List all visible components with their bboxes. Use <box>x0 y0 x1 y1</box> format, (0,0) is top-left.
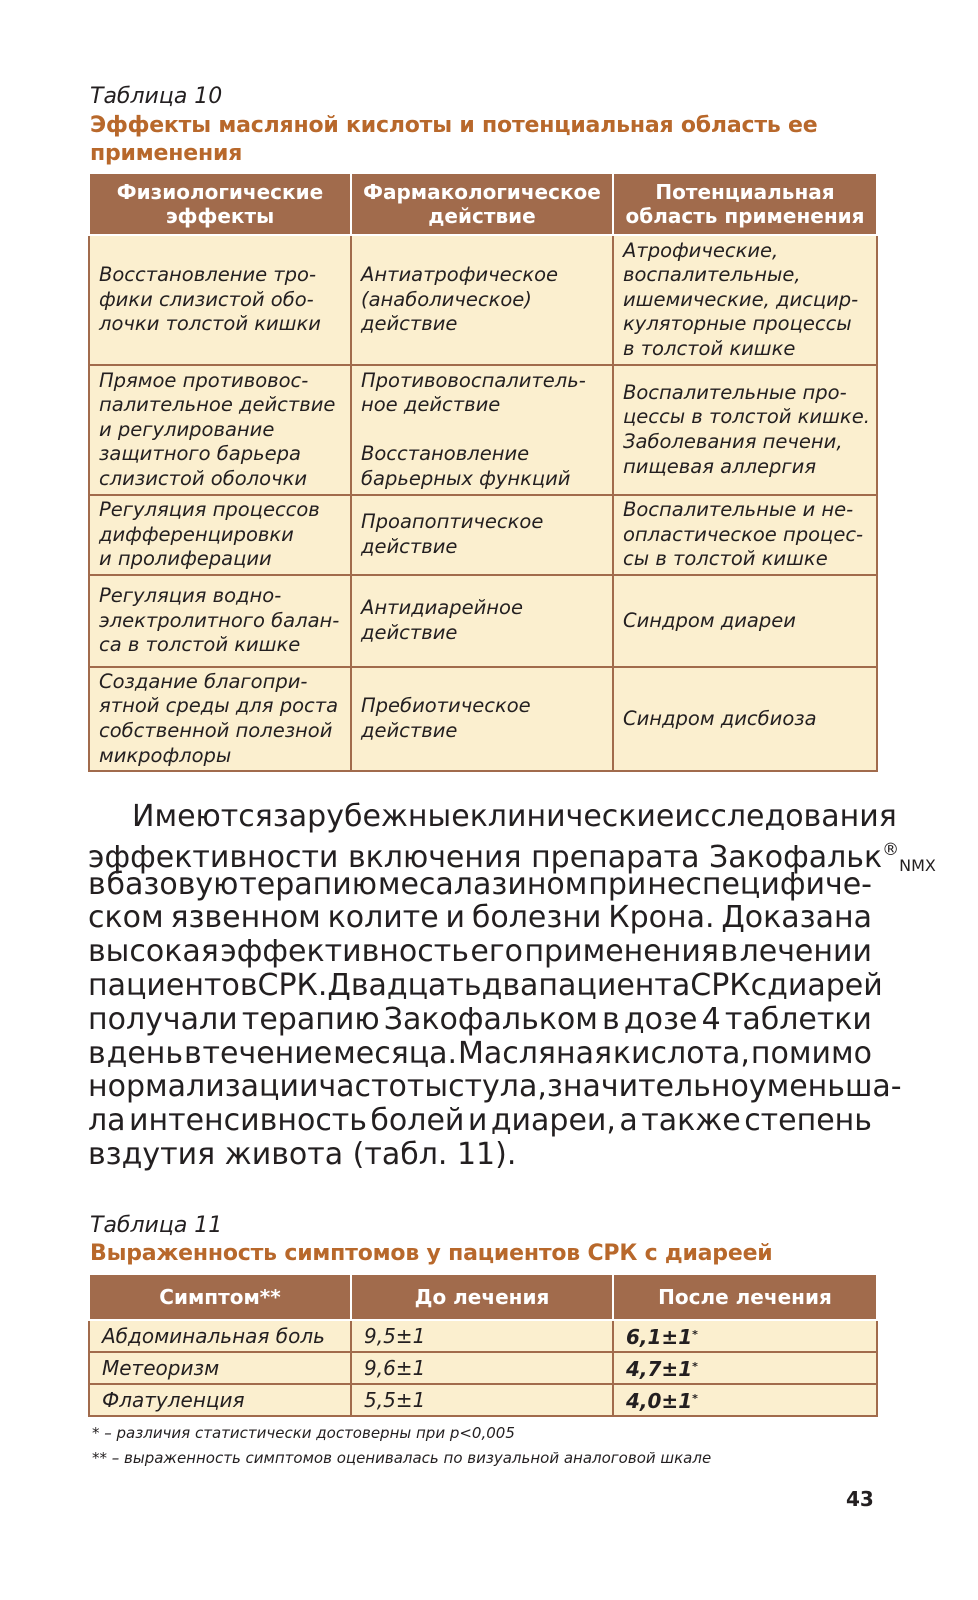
cell-line: и регулирование <box>99 417 275 441</box>
paragraph-word: зарубежные <box>272 799 470 834</box>
cell-line: микрофлоры <box>99 743 232 767</box>
cell-line: са в толстой кишке <box>99 633 301 657</box>
paragraph-word: месяца. <box>333 1035 458 1071</box>
registered-mark: ® <box>882 839 900 860</box>
paragraph-word: уменьша- <box>748 1069 902 1105</box>
table10-title <box>90 112 818 168</box>
table-row <box>89 495 877 575</box>
cell-line: Создание благопри- <box>99 669 308 693</box>
header-line: Потенциальная <box>655 180 835 204</box>
paragraph-line-text <box>88 834 936 875</box>
table-row <box>89 575 877 667</box>
table10-title-line: применения <box>90 141 243 166</box>
cell-line: действие <box>361 621 458 644</box>
paragraph-word: болезни <box>471 900 602 936</box>
cell-line: Заболевания печени, <box>623 430 843 453</box>
paragraph-word: при <box>588 866 647 902</box>
paragraph-word: СРК. <box>257 967 328 1003</box>
table10-label: Таблица 10 <box>90 84 223 109</box>
cell-line: Проапоптическое <box>361 510 544 534</box>
cell-line: ятной среды для роста <box>99 694 339 718</box>
paragraph-word: значительно <box>546 1069 749 1105</box>
cell-line: Противовоспалитель- <box>361 368 586 392</box>
paragraph-line <box>88 868 872 902</box>
cell-line: и пролиферации <box>99 547 272 571</box>
table-cell <box>351 667 613 771</box>
paragraph-word: частоты <box>318 1069 449 1105</box>
cell-line: ишемические, дисцир- <box>623 287 859 311</box>
paragraph-word: ла <box>88 1103 126 1139</box>
table10-header-cell <box>89 173 351 235</box>
footnote: ** – выраженность симптомов оценивалась по визуальной аналоговой шкале <box>92 1449 712 1467</box>
paragraph-line <box>88 1104 872 1138</box>
cell-line: собственной полезной <box>99 719 333 742</box>
paragraph-word: помимо <box>750 1035 872 1071</box>
footnote: * – различия статистически достоверны при р<0,005 <box>92 1424 515 1442</box>
cell-line: пищевая аллергия <box>623 454 817 478</box>
after-cell <box>613 1352 877 1384</box>
paragraph-word: в <box>602 1001 620 1037</box>
paragraph-word: получали <box>88 1001 238 1037</box>
cell-line: воспалительные, <box>623 263 801 287</box>
cell-line: действие <box>361 719 458 742</box>
paragraph-word: Крона. <box>608 900 715 936</box>
cell-line: в толстой кишке <box>623 336 796 360</box>
cell-line: Воспалительные и не- <box>623 498 854 522</box>
significance-mark: * <box>692 1327 698 1341</box>
paragraph-word: дозе <box>623 1001 698 1037</box>
cell-line: Синдром дисбиоза <box>623 706 817 730</box>
header-line: действие <box>428 204 536 228</box>
paragraph-word: в <box>720 934 739 970</box>
after-cell <box>613 1384 877 1416</box>
after-cell <box>613 1320 877 1352</box>
paragraph-word: ском <box>88 900 164 936</box>
paragraph-word: с <box>750 967 768 1003</box>
header-line: Физиологические <box>116 180 324 204</box>
paragraph-word: лечении <box>739 934 872 970</box>
header-line: эффекты <box>165 204 275 228</box>
significance-mark: * <box>692 1391 698 1405</box>
table10-title-line: Эффекты масляной кислоты и потенциальная область ее <box>90 113 818 138</box>
cell-line: барьерных функций <box>361 466 571 490</box>
table11 <box>88 1273 878 1417</box>
cell-line: лочки толстой кишки <box>99 312 321 336</box>
paragraph-word: также <box>641 1103 741 1139</box>
paragraph-word: два <box>481 967 539 1003</box>
paragraph-word: в <box>183 1035 202 1071</box>
paragraph-word: а <box>619 1103 638 1139</box>
table-row <box>89 1320 877 1352</box>
cell-line: Прямое противовос- <box>99 368 309 392</box>
paragraph-word: пациентов <box>88 967 258 1003</box>
table11-header-row <box>89 1274 877 1320</box>
page-number: 43 <box>846 1487 874 1511</box>
before-cell: 9,6±1 <box>351 1352 613 1384</box>
before-cell: 9,5±1 <box>351 1320 613 1352</box>
paragraph-word: кислота, <box>612 1035 750 1071</box>
table-cell <box>613 495 877 575</box>
table11-header-cell: Симптом** <box>89 1274 351 1320</box>
paragraph-word: в <box>88 866 106 902</box>
paragraph-line <box>88 1069 902 1105</box>
paragraph-word: Доказана <box>721 900 872 936</box>
cell-line: дифференцировки <box>99 522 294 546</box>
paragraph-word: Имеются <box>132 799 273 834</box>
cell-gap <box>361 418 606 443</box>
paragraph-word: неспецифиче- <box>647 866 872 902</box>
cell-line: Восстановление <box>361 442 530 466</box>
paragraph-word: в <box>88 1035 106 1071</box>
table11-label: Таблица 11 <box>90 1213 223 1238</box>
paragraph-word: 4 <box>701 1001 721 1037</box>
cell-line: Пребиотическое <box>361 694 531 718</box>
table11-header-cell: До лечения <box>351 1274 613 1320</box>
cell-line: Атрофические, <box>623 238 779 262</box>
table-cell <box>89 495 351 575</box>
paragraph-line <box>88 834 936 875</box>
table-cell <box>351 575 613 667</box>
paragraph-word: месалазином <box>377 866 588 902</box>
table-cell <box>89 575 351 667</box>
paragraph-word: язвенном <box>170 900 321 936</box>
cell-line: фики слизистой обо- <box>99 287 314 311</box>
cell-line: действие <box>361 535 458 558</box>
paragraph-word: и <box>445 900 466 936</box>
paragraph-line <box>88 799 897 834</box>
paragraph-word: его <box>470 934 523 970</box>
paragraph-word: применения <box>524 934 719 970</box>
paragraph-word: интенсивность <box>129 1103 367 1139</box>
table10 <box>88 172 878 772</box>
cell-line: цессы в толстой кишке. <box>623 405 870 429</box>
paragraph-word: стула, <box>448 1069 547 1105</box>
paragraph-word: степень <box>744 1103 872 1139</box>
cell-line: Регуляция процессов <box>99 498 320 522</box>
table-row <box>89 235 877 365</box>
table-cell <box>89 235 351 365</box>
cell-line: действие <box>361 312 458 336</box>
after-value: 4,0±1 <box>626 1388 693 1413</box>
paragraph-line <box>88 1037 872 1071</box>
cell-line: слизистой оболочки <box>99 466 308 490</box>
table-cell <box>613 235 877 365</box>
cell-line: защитного барьера <box>99 442 301 466</box>
table-row <box>89 365 877 495</box>
paragraph-word: колите <box>327 900 439 936</box>
symptom-cell: Абдоминальная боль <box>89 1320 351 1352</box>
paragraph-text: эффективности включения препарата Закофальк <box>88 839 883 875</box>
paragraph-word: течение <box>202 1035 333 1071</box>
significance-mark: * <box>692 1359 698 1373</box>
paragraph-line <box>88 1003 872 1037</box>
cell-line: Антиатрофическое <box>361 263 559 287</box>
paragraph-word: пациента <box>538 967 691 1003</box>
cell-line: электролитного балан- <box>99 608 340 632</box>
table-cell <box>613 575 877 667</box>
table10-header-row <box>89 173 877 235</box>
cell-line: Антидиарейное <box>361 596 523 620</box>
table-cell <box>351 235 613 365</box>
table-cell <box>613 365 877 495</box>
cell-line: Синдром диареи <box>623 608 796 632</box>
table-cell <box>351 495 613 575</box>
table11-title: Выраженность симптомов у пациентов СРК с диареей <box>90 1241 773 1266</box>
paragraph-line: вздутия живота (табл. 11). <box>88 1136 517 1172</box>
body-paragraph <box>88 799 936 1172</box>
paragraph-word: таблетки <box>724 1001 872 1037</box>
paragraph-word: и <box>467 1103 488 1139</box>
symptom-cell: Флатуленция <box>89 1384 351 1416</box>
header-line: Фармакологическое <box>363 180 601 204</box>
table-cell <box>89 365 351 495</box>
cell-line: палительное действие <box>99 393 336 417</box>
cell-line: сы в толстой кишке <box>623 547 828 571</box>
table10-header-cell <box>351 173 613 235</box>
paragraph-word: диареи, <box>490 1103 616 1139</box>
paragraph-word: Масляная <box>458 1035 613 1071</box>
paragraph-line <box>88 967 883 1003</box>
cell-line: ное действие <box>361 393 501 417</box>
paragraph-line <box>88 901 872 935</box>
paragraph-word: исследования <box>674 799 897 834</box>
cell-line: Восстановление тро- <box>99 263 317 287</box>
paragraph-line <box>88 935 872 969</box>
header-line: область применения <box>625 204 865 228</box>
paragraph-word: Двадцать <box>327 967 482 1003</box>
paragraph-word: терапию <box>241 1001 380 1037</box>
cell-line: Регуляция водно- <box>99 584 282 608</box>
table10-header-cell <box>613 173 877 235</box>
paragraph-word: диарей <box>767 967 883 1003</box>
paragraph-word: терапию <box>239 866 377 902</box>
product-suffix: NMX <box>899 855 936 875</box>
paragraph-word: Закофальком <box>383 1001 598 1037</box>
table-row <box>89 1352 877 1384</box>
table-row <box>89 667 877 771</box>
paragraph-word: базовую <box>106 866 239 902</box>
paragraph-word: высокая <box>88 934 219 970</box>
table-cell <box>613 667 877 771</box>
table-row <box>89 1384 877 1416</box>
after-value: 4,7±1 <box>626 1356 693 1381</box>
symptom-cell: Метеоризм <box>89 1352 351 1384</box>
cell-line: (анаболическое) <box>361 287 532 311</box>
before-cell: 5,5±1 <box>351 1384 613 1416</box>
paragraph-word: клинические <box>469 799 675 834</box>
cell-line: Воспалительные про- <box>623 380 847 404</box>
cell-line: опластическое процес- <box>623 522 864 546</box>
after-value: 6,1±1 <box>626 1324 693 1349</box>
paragraph-word: нормализации <box>88 1069 319 1105</box>
paragraph-word: день <box>106 1035 184 1071</box>
paragraph-word: СРК <box>690 967 751 1003</box>
paragraph-word: болей <box>370 1103 465 1139</box>
table11-header-cell: После лечения <box>613 1274 877 1320</box>
cell-line: куляторные процессы <box>623 312 852 336</box>
table-cell <box>89 667 351 771</box>
table-cell <box>351 365 613 495</box>
paragraph-word: эффективность <box>220 934 469 970</box>
